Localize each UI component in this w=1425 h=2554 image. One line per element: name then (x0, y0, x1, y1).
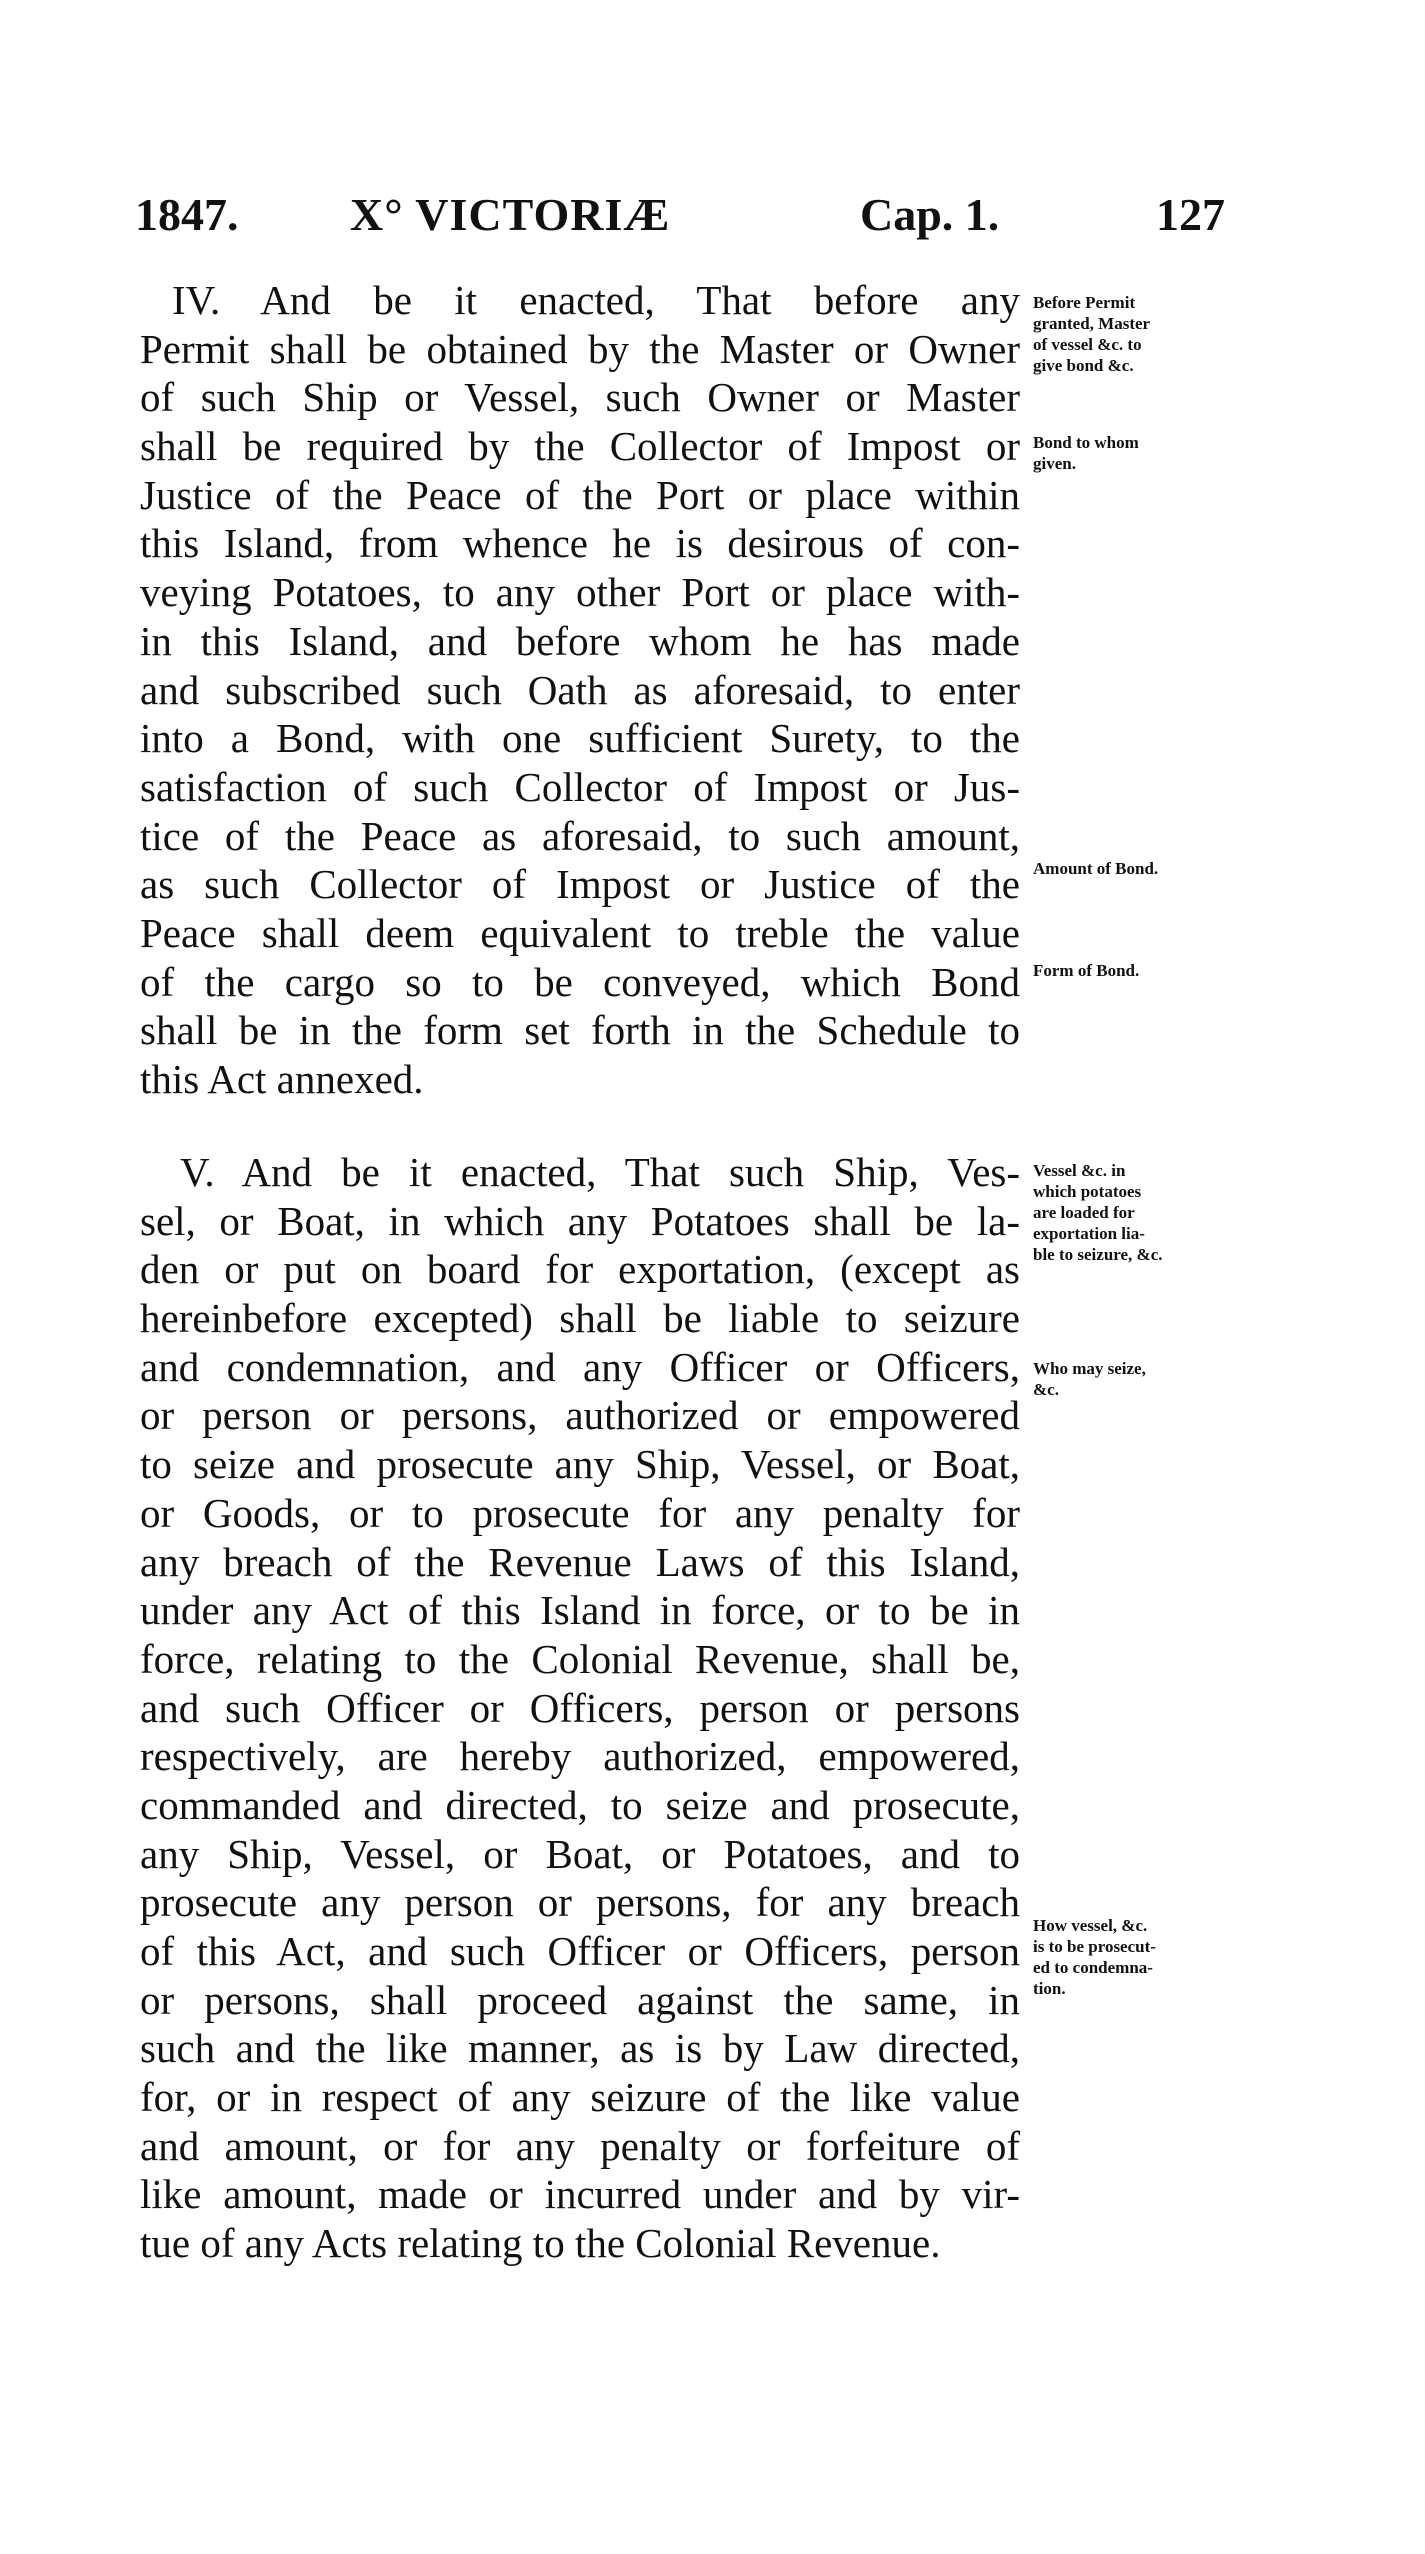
marginal-note-permit: Before Permit granted, Master of vessel &c. to give bond &c. (1033, 293, 1151, 375)
section-v-line: to seize and prosecute any Ship, Vessel, or Boat, (140, 1441, 1020, 1488)
section-iv-line: as such Collector of Impost or Justice of the (140, 861, 1020, 908)
marginal-note-bond-to-whom: Bond to whom given. (1033, 433, 1139, 473)
section-iv-line: into a Bond, with one sufficient Surety, to the (140, 715, 1020, 762)
section-v-line: any breach of the Revenue Laws of this Island, (140, 1538, 1020, 1585)
section-v-line: tue of any Acts relating to the Colonial Revenue. (140, 2220, 941, 2267)
section-iv-line: IV. And be it enacted, That before any (172, 277, 1020, 323)
section-iv-line: shall be in the form set forth in the Schedule to (140, 1007, 1020, 1054)
section-iv-line: Permit shall be obtained by the Master or Owner (140, 325, 1020, 372)
marginal-note-form-of-bond: Form of Bond. (1033, 961, 1140, 980)
section-v-line: for, or in respect of any seizure of the like value (140, 2074, 1020, 2121)
marginal-note-amount-of-bond: Amount of Bond. (1033, 859, 1159, 878)
section-v-line: such and the like manner, as is by Law directed, (140, 2025, 1020, 2072)
section-v-line: hereinbefore excepted) shall be liable to seizure (140, 1295, 1020, 1342)
section-v-line: commanded and directed, to seize and prosecute, (140, 1781, 1020, 1828)
section-v (140, 1148, 1020, 2268)
section-v-line: and such Officer or Officers, person or persons (140, 1684, 1020, 1731)
section-iv (140, 276, 1020, 1104)
section-iv-line: shall be required by the Collector of Impost or (140, 423, 1020, 470)
section-iv-line: of the cargo so to be conveyed, which Bond (140, 958, 1020, 1005)
section-iv-line: veying Potatoes, to any other Port or place with- (140, 569, 1020, 616)
section-v-line: respectively, are hereby authorized, empowered, (140, 1733, 1020, 1780)
header-regnal-year: X° VICTORIÆ (350, 189, 671, 240)
section-v-line: and amount, or for any penalty or forfeiture of (140, 2122, 1020, 2169)
section-v-line: of this Act, and such Officer or Officers, person (140, 1928, 1020, 1974)
section-v-line: like amount, made or incurred under and by vir- (140, 2171, 1020, 2218)
section-v-line: or persons, shall proceed against the same, in (140, 1976, 1020, 2023)
section-v-line: sel, or Boat, in which any Potatoes shall be la- (140, 1197, 1020, 1244)
section-v-line: V. And be it enacted, That such Ship, Ves- (180, 1149, 1020, 1195)
section-iv-line: Peace shall deem equivalent to treble the value (140, 909, 1020, 956)
section-iv-line: Justice of the Peace of the Port or place within (140, 471, 1020, 518)
running-header (135, 180, 1225, 250)
section-v-line: force, relating to the Colonial Revenue, shall be, (140, 1635, 1020, 1682)
section-iv-line: of such Ship or Vessel, such Owner or Master (140, 374, 1020, 421)
header-year: 1847. (135, 189, 239, 240)
section-iv-line: and subscribed such Oath as aforesaid, to enter (140, 666, 1020, 713)
section-iv-line: this Act annexed. (140, 1056, 424, 1102)
marginal-note-vessel-liable: Vessel &c. in which potatoes are loaded for exportation lia- ble to seizure, &c. (1033, 1161, 1163, 1264)
section-v-line: or Goods, or to prosecute for any penalty for (140, 1489, 1020, 1536)
section-iv-line: satisfaction of such Collector of Impost or Jus- (140, 763, 1020, 810)
section-iv-line: tice of the Peace as aforesaid, to such amount, (140, 812, 1020, 859)
section-iv-line: this Island, from whence he is desirous of con- (140, 520, 1020, 567)
section-v-line: or person or persons, authorized or empowered (140, 1392, 1020, 1439)
section-iv-line: in this Island, and before whom he has made (140, 617, 1020, 664)
header-chapter: Cap. 1. (860, 189, 1000, 240)
section-v-line: den or put on board for exportation, (except as (140, 1246, 1020, 1293)
section-v-line: and condemnation, and any Officer or Officers, (140, 1343, 1020, 1390)
marginal-note-prosecution: How vessel, &c. is to be prosecut- ed to condemna- tion. (1033, 1916, 1156, 1998)
marginal-note-who-may-seize: Who may seize, &c. (1033, 1359, 1146, 1399)
section-v-line: any Ship, Vessel, or Boat, or Potatoes, and to (140, 1830, 1020, 1877)
section-v-line: prosecute any person or persons, for any breach (140, 1879, 1020, 1926)
page-number: 127 (1156, 189, 1225, 240)
section-v-line: under any Act of this Island in force, or to be in (140, 1587, 1020, 1634)
